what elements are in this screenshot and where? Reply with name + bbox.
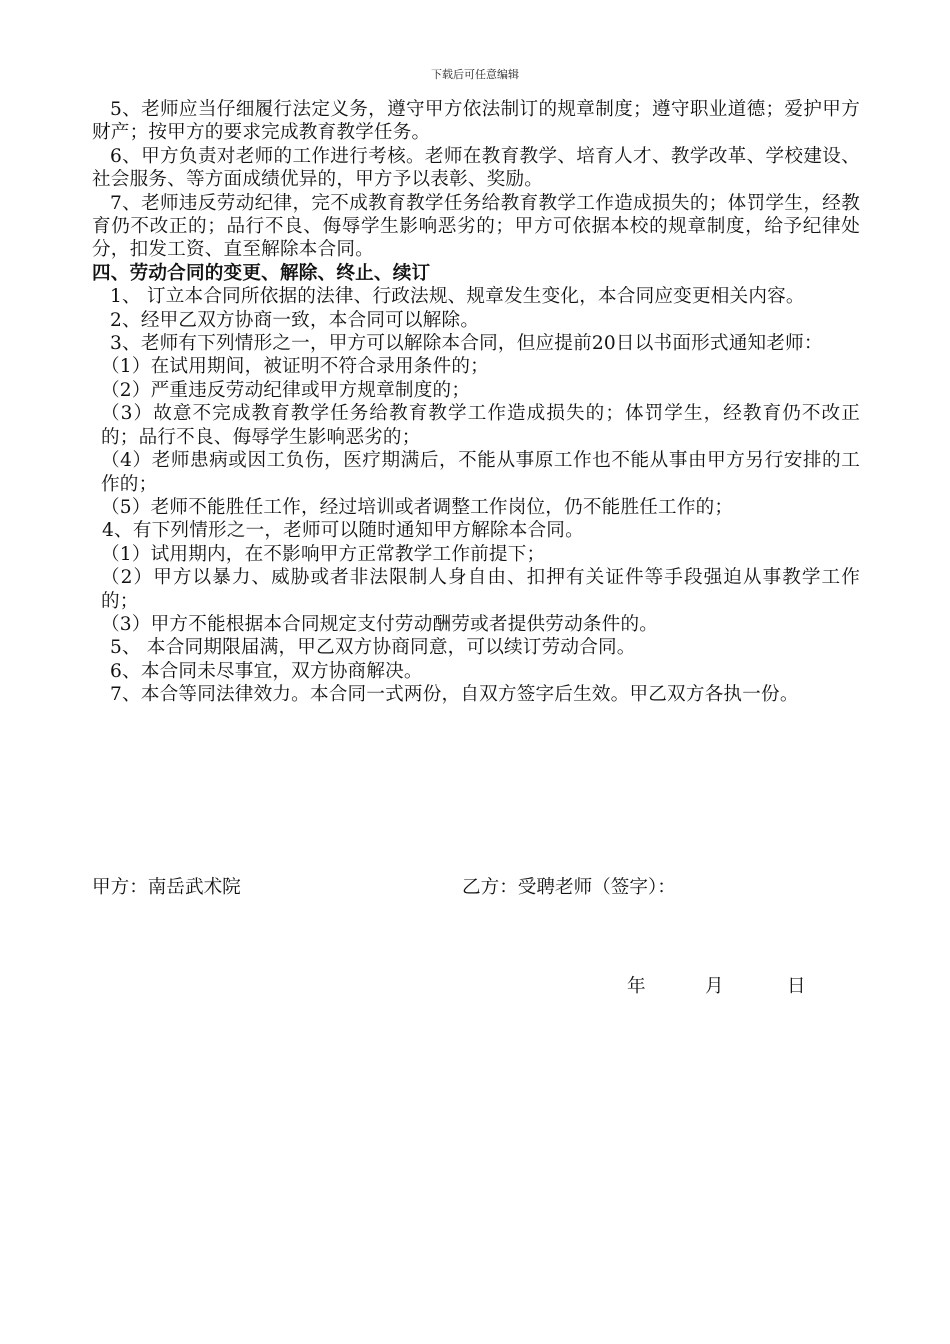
date-year-label: 年 (627, 976, 646, 997)
section4-clause-3-item-5: （5）老师不能胜任工作，经过培训或者调整工作岗位，仍不能胜任工作的； (101, 496, 734, 518)
party-a-signature: 甲方：南岳武术院 (92, 877, 241, 898)
section4-clause-2: 2、经甲乙双方协商一致，本合同可以解除。 (110, 309, 480, 331)
section4-clause-4-item-2: （2）甲方以暴力、威胁或者非法限制人身自由、扣押有关证件等手段强迫从事教学工作的； (101, 567, 860, 612)
signing-date (627, 972, 806, 998)
section4-clause-1: 1、 订立本合同所依据的法律、行政法规、规章发生变化，本合同应变更相关内容。 (110, 286, 805, 308)
section4-clause-7: 7、本合等同法律效力。本合同一式两份，自双方签字后生效。甲乙双方各执一份。 (110, 684, 799, 706)
date-day-label: 日 (787, 976, 806, 997)
section4-clause-4: 4、有下列情形之一，老师可以随时通知甲方解除本合同。 (102, 520, 584, 542)
party-b-signature: 乙方：受聘老师（签字）： (462, 877, 676, 898)
contract-body (92, 98, 860, 707)
section4-clause-6: 6、本合同未尽事宜，双方协商解决。 (110, 660, 423, 682)
section4-clause-4-item-1: （1）试用期内，在不影响甲方正常教学工作前提下； (101, 543, 546, 565)
section4-clause-4-item-3: （3）甲方不能根据本合同规定支付劳动酬劳或者提供劳动条件的。 (101, 613, 659, 635)
page-header-note: 下载后可任意编辑 (431, 68, 519, 81)
section3-clause-5: 5、老师应当仔细履行法定义务，遵守甲方依法制订的规章制度；遵守职业道德；爱护甲方财产；按甲方的要求完成教育教学任务。 (92, 99, 860, 144)
section4-heading: 四、劳动合同的变更、解除、终止、续订 (92, 262, 431, 284)
section4-clause-3: 3、老师有下列情形之一，甲方可以解除本合同，但应提前20日以书面形式通知老师： (110, 333, 823, 355)
section4-clause-3-item-4: （4）老师患病或因工负伤，医疗期满后，不能从事原工作也不能从事由甲方另行安排的工作的； (101, 450, 860, 495)
section4-clause-5: 5、 本合同期限届满，甲乙双方协商同意，可以续订劳动合同。 (110, 637, 636, 659)
section4-clause-3-item-3: （3）故意不完成教育教学任务给教育教学工作造成损失的；体罚学生，经教育仍不改正的；品行不良、侮辱学生影响恶劣的； (101, 403, 860, 448)
date-month-label: 月 (705, 976, 724, 997)
section4-clause-3-item-2: （2）严重违反劳动纪律或甲方规章制度的； (101, 379, 471, 401)
section4-clause-3-item-1: （1）在试用期间，被证明不符合录用条件的； (101, 356, 489, 378)
section3-clause-7: 7、老师违反劳动纪律，完不成教育教学任务给教育教学工作造成损失的；体罚学生，经教育仍不改正的；品行不良、侮辱学生影响恶劣的；甲方可依据本校的规章制度，给予纪律处分，扣发工资、直至解除本合同。 (92, 192, 860, 261)
section3-clause-6: 6、甲方负责对老师的工作进行考核。老师在教育教学、培育人才、教学改革、学校建设、社会服务、等方面成绩优异的，甲方予以表彰、奖励。 (92, 145, 860, 191)
